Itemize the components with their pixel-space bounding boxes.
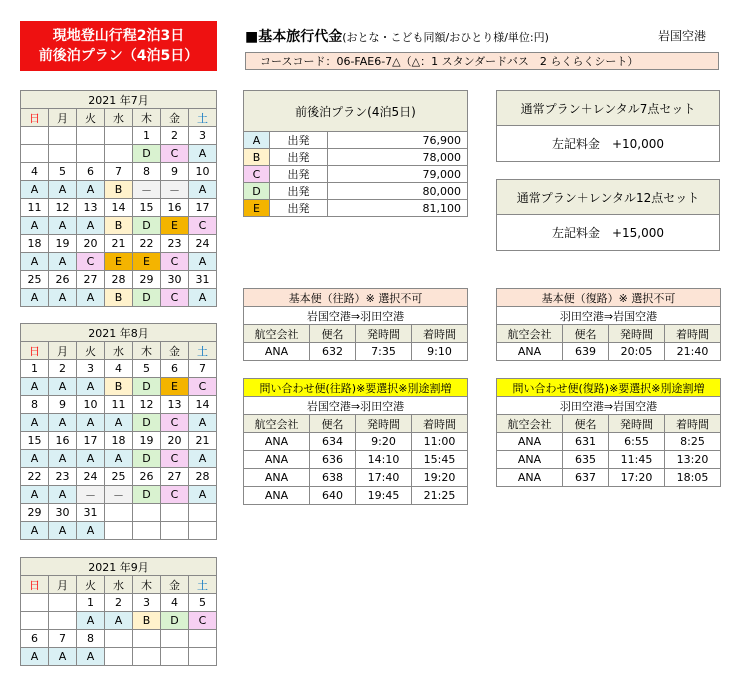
- flight-column-header: 発時間: [356, 415, 412, 433]
- flight-basic-return: [496, 288, 721, 361]
- calendar-grade: D: [133, 378, 161, 396]
- weekday-header: 金: [161, 576, 189, 594]
- weekday-header: 水: [105, 342, 133, 360]
- calendar-grade: C: [161, 145, 189, 163]
- calendar-grade: A: [189, 253, 217, 271]
- calendar-grade: [189, 648, 217, 666]
- flight-route: 羽田空港⇒岩国空港: [497, 307, 721, 325]
- calendar-day: 30: [49, 504, 77, 522]
- calendar-day: [21, 127, 49, 145]
- calendar-grade: [105, 145, 133, 163]
- calendar-day: 3: [133, 594, 161, 612]
- calendar-grade: C: [161, 253, 189, 271]
- calendar-day: 22: [133, 235, 161, 253]
- calendar-day: 8: [133, 163, 161, 181]
- calendar-grade: －: [133, 181, 161, 199]
- weekday-header: 月: [49, 109, 77, 127]
- calendar-day: 4: [105, 360, 133, 378]
- calendar-grade: A: [189, 414, 217, 432]
- flight-cell: ANA: [244, 343, 310, 361]
- rental-7-price: 左記料金 +10,000: [497, 126, 720, 162]
- weekday-header: 日: [21, 109, 49, 127]
- flight-column-header: 便名: [563, 415, 609, 433]
- plan-grade: D: [244, 183, 270, 200]
- flight-row: [497, 469, 721, 487]
- calendar-grade: A: [77, 612, 105, 630]
- calendar-grade: D: [133, 289, 161, 307]
- flight-route: 岩国空港⇒羽田空港: [244, 397, 468, 415]
- calendar-day: 10: [189, 163, 217, 181]
- flight-cell: 640: [310, 487, 356, 505]
- plan-departure-label: 出発: [270, 183, 328, 200]
- calendar-day: 5: [189, 594, 217, 612]
- flight-cell: ANA: [497, 343, 563, 361]
- calendar-day: 9: [49, 396, 77, 414]
- calendar-grade: －: [161, 181, 189, 199]
- weekday-header: 金: [161, 109, 189, 127]
- weekday-header: 火: [77, 576, 105, 594]
- calendar-day: 2: [161, 127, 189, 145]
- calendar-day: [77, 127, 105, 145]
- calendar-grade: [161, 648, 189, 666]
- flight-column-header: 着時間: [412, 325, 468, 343]
- calendar-grade: A: [49, 253, 77, 271]
- flight-inquiry-outbound: [243, 378, 468, 505]
- flight-cell: ANA: [244, 433, 310, 451]
- calendar-day: 3: [189, 127, 217, 145]
- plan-price: 81,100: [328, 200, 468, 217]
- flight-cell: 634: [310, 433, 356, 451]
- calendar-day: 15: [133, 199, 161, 217]
- calendar-grade: [77, 145, 105, 163]
- calendar-grade: B: [105, 289, 133, 307]
- flight-cell: ANA: [244, 451, 310, 469]
- flight-cell: 13:20: [665, 451, 721, 469]
- calendar-grade: E: [161, 217, 189, 235]
- plan-grade: E: [244, 200, 270, 217]
- calendar-day: 14: [189, 396, 217, 414]
- calendar-title: 2021 年7月: [21, 91, 217, 109]
- calendar-day: 31: [77, 504, 105, 522]
- weekday-header: 日: [21, 576, 49, 594]
- flight-cell: 7:35: [356, 343, 412, 361]
- flight-column-header: 航空会社: [244, 415, 310, 433]
- calendar-grade: A: [49, 181, 77, 199]
- calendar-day: 26: [49, 271, 77, 289]
- calendar-day: 10: [77, 396, 105, 414]
- calendar-day: [161, 630, 189, 648]
- calendar-day: 4: [161, 594, 189, 612]
- calendar-day: 17: [189, 199, 217, 217]
- flight-table-title: 基本便（往路）※ 選択不可: [244, 289, 468, 307]
- calendar-grade: A: [21, 378, 49, 396]
- calendar-day: 6: [21, 630, 49, 648]
- calendar-grade: C: [77, 253, 105, 271]
- calendar-grade: A: [49, 648, 77, 666]
- weekday-header: 水: [105, 109, 133, 127]
- calendar-day: 18: [105, 432, 133, 450]
- flight-cell: 639: [563, 343, 609, 361]
- calendar-grade: A: [189, 145, 217, 163]
- calendar-day: 12: [49, 199, 77, 217]
- plan-price: 80,000: [328, 183, 468, 200]
- calendar-august: [20, 323, 217, 540]
- weekday-header: 金: [161, 342, 189, 360]
- title-line1: 現地登山行程2泊3日: [52, 28, 185, 44]
- weekday-header: 木: [133, 342, 161, 360]
- plan-grade: A: [244, 132, 270, 149]
- calendar-day: 17: [77, 432, 105, 450]
- calendar-day: [21, 594, 49, 612]
- calendar-grade: C: [161, 486, 189, 504]
- calendar-grade: C: [189, 217, 217, 235]
- flight-cell: 21:25: [412, 487, 468, 505]
- calendar-grade: [133, 522, 161, 540]
- flight-row: [244, 487, 468, 505]
- flight-cell: 635: [563, 451, 609, 469]
- flight-column-header: 便名: [563, 325, 609, 343]
- calendar-grade: E: [105, 253, 133, 271]
- flight-row: [497, 433, 721, 451]
- calendar-grade: A: [49, 217, 77, 235]
- calendar-grade: A: [21, 253, 49, 271]
- flight-cell: 19:20: [412, 469, 468, 487]
- calendar-grade: D: [133, 414, 161, 432]
- calendar-grade: D: [133, 145, 161, 163]
- calendar-grade: E: [161, 378, 189, 396]
- flight-column-header: 便名: [310, 325, 356, 343]
- price-heading-sub: (おとな・こども同額/おひとり様/単位:円): [342, 31, 549, 44]
- calendar-grade: B: [105, 378, 133, 396]
- calendar-grade: A: [77, 289, 105, 307]
- price-heading-main: ■基本旅行代金: [245, 29, 343, 45]
- flight-cell: 636: [310, 451, 356, 469]
- calendar-grade: C: [161, 414, 189, 432]
- flight-cell: 17:20: [609, 469, 665, 487]
- calendar-day: 1: [133, 127, 161, 145]
- calendar-grade: [133, 648, 161, 666]
- calendar-day: 8: [77, 630, 105, 648]
- flight-column-header: 発時間: [356, 325, 412, 343]
- calendar-day: 2: [105, 594, 133, 612]
- flight-column-header: 着時間: [665, 415, 721, 433]
- flight-cell: 14:10: [356, 451, 412, 469]
- calendar-day: 27: [161, 468, 189, 486]
- calendar-grade: A: [77, 450, 105, 468]
- calendar-day: [133, 504, 161, 522]
- flight-column-header: 航空会社: [244, 325, 310, 343]
- calendar-grade: A: [189, 450, 217, 468]
- calendar-day: 14: [105, 199, 133, 217]
- calendar-july: [20, 90, 217, 307]
- flight-column-header: 着時間: [412, 415, 468, 433]
- calendar-grade: [105, 648, 133, 666]
- plan-grade: C: [244, 166, 270, 183]
- flight-row: [497, 451, 721, 469]
- weekday-header: 月: [49, 342, 77, 360]
- calendar-day: 20: [161, 432, 189, 450]
- calendar-day: [189, 630, 217, 648]
- plan-departure-label: 出発: [270, 200, 328, 217]
- flight-cell: 632: [310, 343, 356, 361]
- flight-cell: 638: [310, 469, 356, 487]
- flight-column-header: 航空会社: [497, 325, 563, 343]
- plan-departure-label: 出発: [270, 166, 328, 183]
- calendar-day: 25: [105, 468, 133, 486]
- calendar-grade: A: [49, 486, 77, 504]
- calendar-grade: A: [21, 648, 49, 666]
- calendar-grade: A: [77, 378, 105, 396]
- flight-cell: ANA: [244, 487, 310, 505]
- calendar-grade: A: [21, 181, 49, 199]
- calendar-grade: A: [77, 648, 105, 666]
- calendar-day: 1: [21, 360, 49, 378]
- calendar-day: 1: [77, 594, 105, 612]
- flight-column-header: 便名: [310, 415, 356, 433]
- flight-route: 岩国空港⇒羽田空港: [244, 307, 468, 325]
- calendar-grade: [189, 522, 217, 540]
- calendar-day: 20: [77, 235, 105, 253]
- calendar-day: 11: [105, 396, 133, 414]
- calendar-grade: [21, 612, 49, 630]
- flight-cell: 17:40: [356, 469, 412, 487]
- weekday-header: 火: [77, 109, 105, 127]
- calendar-grade: A: [49, 378, 77, 396]
- calendar-day: 25: [21, 271, 49, 289]
- flight-table-title: 基本便（復路）※ 選択不可: [497, 289, 721, 307]
- flight-row: [244, 451, 468, 469]
- calendar-grade: A: [21, 289, 49, 307]
- departure-airport: 岩国空港: [658, 29, 707, 43]
- calendar-grade: B: [105, 217, 133, 235]
- flight-column-header: 航空会社: [497, 415, 563, 433]
- calendar-grade: A: [49, 522, 77, 540]
- calendar-grade: C: [189, 612, 217, 630]
- calendar-day: 21: [105, 235, 133, 253]
- plan-price: 76,900: [328, 132, 468, 149]
- flight-cell: ANA: [497, 451, 563, 469]
- calendar-grade: A: [105, 414, 133, 432]
- weekday-header: 水: [105, 576, 133, 594]
- calendar-grade: A: [21, 414, 49, 432]
- calendar-grade: A: [189, 181, 217, 199]
- title-box: [20, 21, 217, 71]
- calendar-grade: B: [105, 181, 133, 199]
- weekday-header: 月: [49, 576, 77, 594]
- calendar-day: 26: [133, 468, 161, 486]
- calendar-grade: －: [77, 486, 105, 504]
- flight-column-header: 発時間: [609, 325, 665, 343]
- flight-table-title: 問い合わせ便(往路)※要選択※別途割増: [244, 379, 468, 397]
- weekday-header: 火: [77, 342, 105, 360]
- calendar-grade: [161, 522, 189, 540]
- calendar-grade: A: [21, 486, 49, 504]
- calendar-day: 11: [21, 199, 49, 217]
- calendar-grade: [49, 145, 77, 163]
- calendar-day: 22: [21, 468, 49, 486]
- calendar-grade: [49, 612, 77, 630]
- plan-price: 78,000: [328, 149, 468, 166]
- flight-cell: 19:45: [356, 487, 412, 505]
- plan-departure-label: 出発: [270, 132, 328, 149]
- calendar-september: [20, 557, 217, 666]
- calendar-day: 16: [161, 199, 189, 217]
- calendar-grade: A: [189, 486, 217, 504]
- flight-cell: 9:20: [356, 433, 412, 451]
- calendar-grade: －: [105, 486, 133, 504]
- calendar-day: [105, 504, 133, 522]
- calendar-day: 5: [133, 360, 161, 378]
- calendar-grade: A: [189, 289, 217, 307]
- plan-departure-label: 出発: [270, 149, 328, 166]
- flight-row: [244, 469, 468, 487]
- calendar-grade: C: [189, 378, 217, 396]
- weekday-header: 土: [189, 576, 217, 594]
- flight-row: [244, 343, 468, 361]
- calendar-day: [49, 127, 77, 145]
- calendar-grade: A: [77, 181, 105, 199]
- plan-price-table: [243, 90, 468, 217]
- calendar-grade: A: [49, 289, 77, 307]
- calendar-day: 16: [49, 432, 77, 450]
- price-heading: [245, 26, 549, 46]
- weekday-header: 土: [189, 342, 217, 360]
- calendar-grade: D: [133, 486, 161, 504]
- calendar-grade: E: [133, 253, 161, 271]
- title-line2: 前後泊プラン（4泊5日）: [38, 48, 199, 64]
- flight-cell: 11:00: [412, 433, 468, 451]
- weekday-header: 木: [133, 576, 161, 594]
- flight-basic-outbound: [243, 288, 468, 361]
- calendar-grade: A: [77, 217, 105, 235]
- calendar-day: 23: [161, 235, 189, 253]
- calendar-day: 6: [77, 163, 105, 181]
- calendar-day: 8: [21, 396, 49, 414]
- calendar-grade: A: [21, 217, 49, 235]
- rental-7-box: [496, 90, 720, 162]
- calendar-grade: [21, 145, 49, 163]
- calendar-day: 18: [21, 235, 49, 253]
- calendar-day: 24: [189, 235, 217, 253]
- calendar-day: 19: [133, 432, 161, 450]
- flight-cell: 11:45: [609, 451, 665, 469]
- calendar-day: 4: [21, 163, 49, 181]
- flight-cell: 20:05: [609, 343, 665, 361]
- flight-row: [244, 433, 468, 451]
- calendar-day: [49, 594, 77, 612]
- calendar-title: 2021 年9月: [21, 558, 217, 576]
- flight-table-title: 問い合わせ便(復路)※要選択※別途割増: [497, 379, 721, 397]
- flight-cell: 8:25: [665, 433, 721, 451]
- calendar-grade: D: [161, 612, 189, 630]
- weekday-header: 土: [189, 109, 217, 127]
- calendar-day: 24: [77, 468, 105, 486]
- flight-cell: 15:45: [412, 451, 468, 469]
- calendar-day: 28: [189, 468, 217, 486]
- calendar-day: 7: [189, 360, 217, 378]
- plan-grade: B: [244, 149, 270, 166]
- calendar-day: [105, 127, 133, 145]
- calendar-day: 9: [161, 163, 189, 181]
- calendar-grade: D: [133, 217, 161, 235]
- calendar-grade: A: [49, 414, 77, 432]
- calendar-title: 2021 年8月: [21, 324, 217, 342]
- calendar-day: 15: [21, 432, 49, 450]
- calendar-day: 7: [49, 630, 77, 648]
- calendar-day: [105, 630, 133, 648]
- rental-7-title: 通常プラン＋レンタル7点セット: [497, 91, 720, 126]
- flight-cell: ANA: [497, 433, 563, 451]
- flight-cell: 21:40: [665, 343, 721, 361]
- flight-cell: 18:05: [665, 469, 721, 487]
- flight-cell: 6:55: [609, 433, 665, 451]
- calendar-grade: A: [105, 612, 133, 630]
- calendar-day: [161, 504, 189, 522]
- calendar-day: 28: [105, 271, 133, 289]
- calendar-day: 29: [21, 504, 49, 522]
- flight-column-header: 着時間: [665, 325, 721, 343]
- rental-12-price: 左記料金 +15,000: [497, 215, 720, 251]
- calendar-day: [189, 504, 217, 522]
- calendar-grade: A: [49, 450, 77, 468]
- calendar-day: 19: [49, 235, 77, 253]
- calendar-day: 12: [133, 396, 161, 414]
- calendar-day: 30: [161, 271, 189, 289]
- calendar-day: 7: [105, 163, 133, 181]
- calendar-day: 29: [133, 271, 161, 289]
- calendar-day: 3: [77, 360, 105, 378]
- calendar-day: 31: [189, 271, 217, 289]
- calendar-grade: A: [77, 414, 105, 432]
- calendar-day: 13: [161, 396, 189, 414]
- flight-cell: ANA: [497, 469, 563, 487]
- calendar-grade: A: [105, 450, 133, 468]
- flight-row: [497, 343, 721, 361]
- flight-column-header: 発時間: [609, 415, 665, 433]
- calendar-day: 21: [189, 432, 217, 450]
- calendar-day: [133, 630, 161, 648]
- calendar-grade: C: [161, 289, 189, 307]
- calendar-day: 23: [49, 468, 77, 486]
- calendar-day: 5: [49, 163, 77, 181]
- calendar-day: 13: [77, 199, 105, 217]
- rental-12-title: 通常プラン＋レンタル12点セット: [497, 180, 720, 215]
- calendar-grade: C: [161, 450, 189, 468]
- calendar-day: 27: [77, 271, 105, 289]
- flight-cell: 637: [563, 469, 609, 487]
- calendar-grade: B: [133, 612, 161, 630]
- weekday-header: 日: [21, 342, 49, 360]
- calendar-day: 6: [161, 360, 189, 378]
- calendar-grade: [105, 522, 133, 540]
- calendar-grade: A: [21, 522, 49, 540]
- weekday-header: 木: [133, 109, 161, 127]
- course-code: コースコード：06-FAE6-7△（△：1 スタンダードバス 2 らくらくシート）: [245, 52, 719, 70]
- plan-price: 79,000: [328, 166, 468, 183]
- flight-cell: 631: [563, 433, 609, 451]
- calendar-grade: A: [21, 450, 49, 468]
- calendar-grade: A: [77, 522, 105, 540]
- flight-cell: 9:10: [412, 343, 468, 361]
- calendar-day: 2: [49, 360, 77, 378]
- flight-inquiry-return: [496, 378, 721, 487]
- rental-12-box: [496, 179, 720, 251]
- flight-route: 羽田空港⇒岩国空港: [497, 397, 721, 415]
- plan-title: 前後泊プラン(4泊5日): [244, 91, 468, 132]
- calendar-grade: D: [133, 450, 161, 468]
- flight-cell: ANA: [244, 469, 310, 487]
